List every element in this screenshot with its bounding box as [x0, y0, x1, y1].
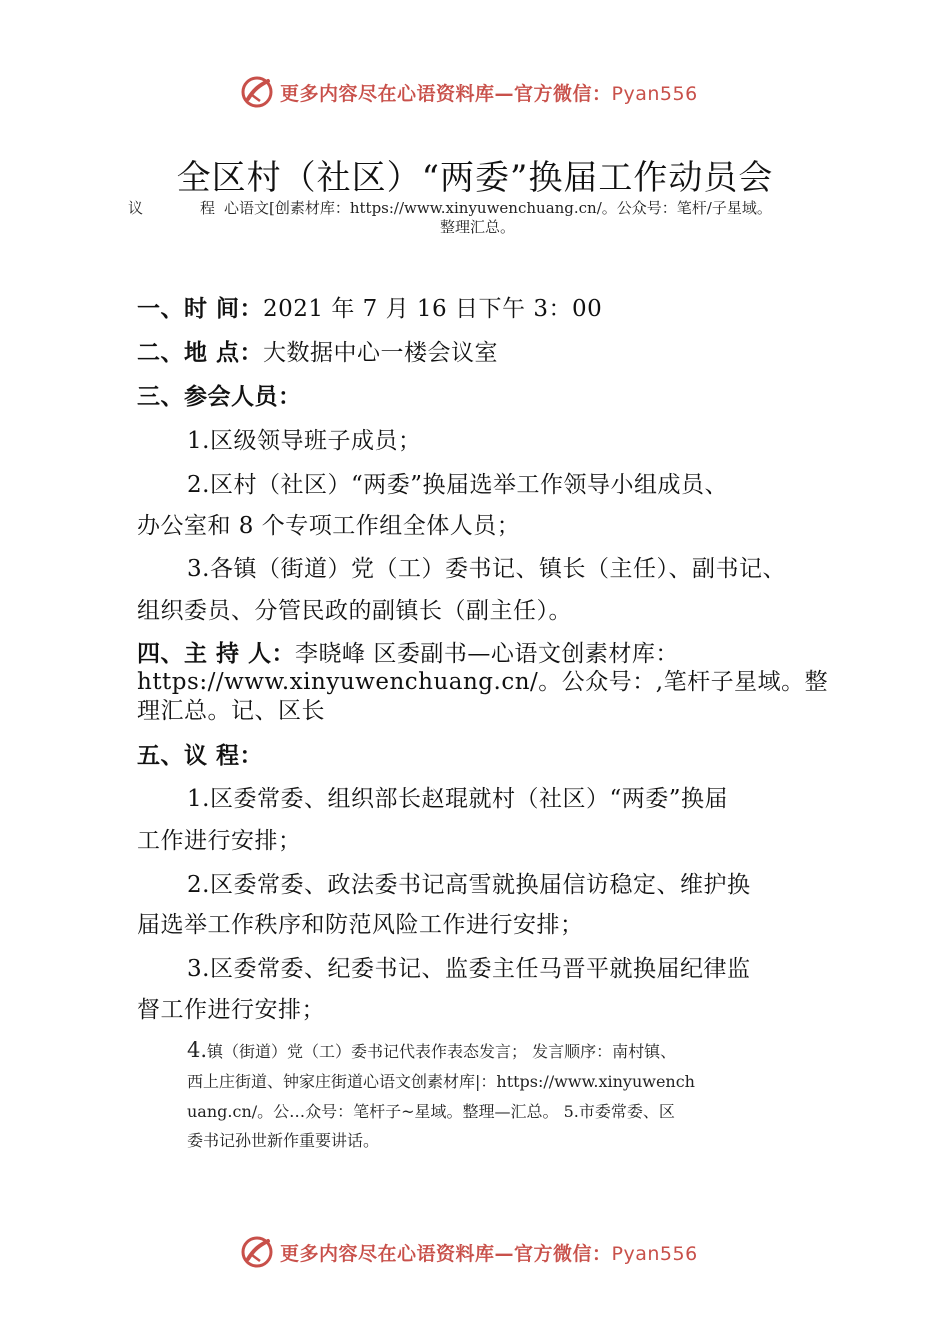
subtitle-label-b: 程	[200, 199, 216, 217]
host-label: 四、主 持 人：	[137, 640, 296, 667]
place-row	[137, 334, 498, 367]
time-row	[137, 290, 602, 323]
attendees-item-2-line-2: 办公室和 8 个专项工作组全体人员；	[137, 513, 521, 539]
subtitle-line-2: 整理汇总。	[440, 218, 516, 236]
attendees-item-1: 1.区级领导班子成员；	[187, 428, 422, 454]
agenda-label: 五、议 程：	[137, 742, 264, 769]
attendees-label: 三、参会人员：	[137, 383, 302, 410]
subtitle-label-a: 议	[128, 199, 144, 217]
agenda-item-4-line-4: 委书记孙世新作重要讲话。	[187, 1131, 380, 1150]
host-line-2: https://www.xinyuwenchuang.cn/。公众号：,笔杆子星域。整	[137, 669, 829, 695]
place-label: 二、地 点：	[137, 339, 264, 366]
watermark-text: 更多内容尽在心语资料库—官方微信：Pyan556	[280, 1242, 698, 1265]
page-title: 全区村（社区）“两委”换届工作动员会	[176, 158, 774, 198]
agenda-item-4-line-2: 西上庄街道、钟家庄街道心语文创素材库|：https://www.xinyuwench	[187, 1072, 695, 1091]
agenda-item-4-line-1	[187, 1038, 676, 1062]
place-value: 大数据中心一楼会议室	[263, 340, 499, 366]
footer-watermark	[240, 1232, 698, 1272]
agenda-item-3-line-2: 督工作进行安排；	[137, 997, 325, 1023]
time-value: 2021 年 7 月 16 日下午 3：00	[263, 296, 603, 322]
agenda-item-4-line-3: uang.cn/。公…众号：笔杆子~星域。整理—汇总。 5.市委常委、区	[187, 1102, 675, 1121]
ink-brush-logo-icon	[240, 1235, 274, 1269]
time-label: 一、时 间：	[137, 295, 264, 322]
attendees-item-3-line-1: 3.各镇（街道）党（工）委书记、镇长（主任）、副书记、	[187, 556, 786, 582]
host-line-3: 理汇总。记、区长	[137, 698, 325, 724]
agenda-item-4-number: 4.	[187, 1038, 208, 1062]
attendees-item-3-line-2: 组织委员、分管民政的副镇长（副主任）。	[137, 598, 572, 624]
watermark-text: 更多内容尽在心语资料库—官方微信：Pyan556	[280, 82, 698, 105]
agenda-item-2-line-2: 届选举工作秩序和防范风险工作进行安排；	[137, 912, 584, 938]
host-value: 李晓峰 区委副书—心语文创素材库：	[295, 641, 679, 667]
agenda-item-1-line-1: 1.区委常委、组织部长赵琨就村（社区）“两委”换届	[187, 786, 728, 812]
agenda-item-3-line-1: 3.区委常委、纪委书记、监委主任马晋平就换届纪律监	[187, 956, 751, 982]
ink-brush-logo-icon	[240, 75, 274, 109]
agenda-item-4-text: 镇（街道）党（工）委书记代表作表态发言； 发言顺序：南村镇、	[207, 1042, 677, 1061]
agenda-item-1-line-2: 工作进行安排；	[137, 828, 302, 854]
attendees-item-2-line-1: 2.区村（社区）“两委”换届选举工作领导小组成员、	[187, 472, 728, 498]
header-watermark	[240, 72, 698, 112]
subtitle-line-1: 心语文[创素材库：https://www.xinyuwenchuang.cn/。公众号：笔杆/子星域。	[224, 199, 772, 217]
agenda-item-2-line-1: 2.区委常委、政法委书记高雪就换届信访稳定、维护换	[187, 872, 751, 898]
